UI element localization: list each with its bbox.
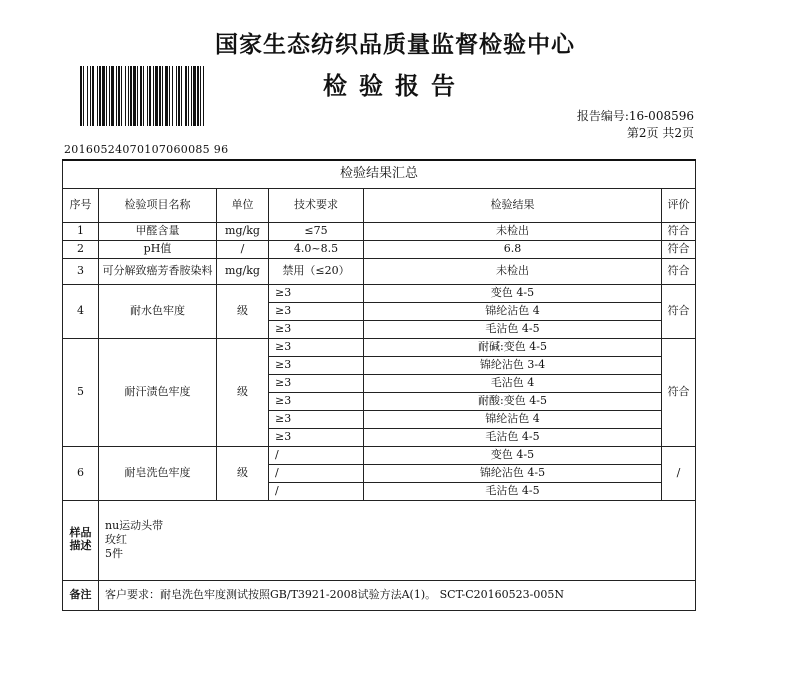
document-title: 检验报告	[323, 72, 467, 100]
item-result: 耐酸:变色 4-5	[364, 392, 662, 410]
item-result: 锦纶沾色 3-4	[364, 356, 662, 374]
table-row	[63, 258, 696, 284]
item-unit: /	[217, 240, 269, 258]
item-number: 6	[63, 446, 99, 500]
barcode-bar	[203, 66, 204, 126]
sample-label-line: 样品	[69, 526, 92, 540]
sample-color: 玫红	[105, 532, 127, 546]
sample-label-line: 描述	[69, 539, 92, 552]
item-result: 锦纶沾色 4	[364, 302, 662, 320]
barcode-bar	[118, 66, 120, 126]
remarks-label: 备注	[63, 580, 99, 610]
item-result: 毛沾色 4-5	[364, 428, 662, 446]
item-result: 6.8	[364, 240, 662, 258]
item-requirement: ≥3	[269, 392, 364, 410]
section-title: 检验结果汇总	[63, 160, 696, 188]
barcode-bar	[155, 66, 158, 126]
column-header: 评价	[662, 188, 696, 222]
barcode-bar	[102, 66, 105, 126]
table-row	[63, 284, 696, 302]
barcode-bar	[90, 66, 91, 126]
item-result: 未检出	[364, 222, 662, 240]
item-name: 耐水色牢度	[99, 284, 217, 338]
barcode-bar	[153, 66, 154, 126]
barcode-bar	[162, 66, 163, 126]
page-indicator: 第2页 共2页	[626, 126, 694, 140]
sample-description-row	[63, 500, 696, 580]
sample-quantity: 5件	[105, 547, 123, 561]
barcode-bar	[83, 66, 84, 126]
item-unit: 级	[217, 338, 269, 446]
barcode-bar	[181, 66, 182, 126]
item-result: 毛沾色 4-5	[364, 482, 662, 500]
item-requirement: ≥3	[269, 284, 364, 302]
item-unit: 级	[217, 284, 269, 338]
item-result: 未检出	[364, 258, 662, 284]
item-requirement: ≥3	[269, 374, 364, 392]
barcode-bar	[178, 66, 180, 126]
sample-name: nu运动头带	[105, 518, 164, 532]
item-result: 锦纶沾色 4-5	[364, 464, 662, 482]
column-header: 检验项目名称	[99, 188, 217, 222]
barcode-bar	[165, 66, 168, 126]
barcode-bar	[188, 66, 189, 126]
barcode-bar	[97, 66, 98, 126]
column-header: 单位	[217, 188, 269, 222]
remarks-text: 客户要求：耐皂洗色牢度测试按照GB/T3921-2008试验方法A(1)。 SCT-C20160523-005N	[99, 580, 696, 610]
item-number: 4	[63, 284, 99, 338]
item-requirement: ≥3	[269, 320, 364, 338]
results-table	[62, 159, 696, 611]
item-requirement: ≥3	[269, 356, 364, 374]
barcode-bar	[133, 66, 136, 126]
item-requirement: ≥3	[269, 302, 364, 320]
item-requirement: /	[269, 446, 364, 464]
item-evaluation: 符合	[662, 284, 696, 338]
item-requirement: ≥3	[269, 428, 364, 446]
barcode-bar	[185, 66, 187, 126]
barcode-bar	[147, 66, 148, 126]
barcode-bar	[159, 66, 161, 126]
item-name: 耐汗渍色牢度	[99, 338, 217, 446]
report-number: 报告编号:16-008596	[576, 109, 694, 123]
barcode-bar	[176, 66, 177, 126]
barcode-bar	[172, 66, 173, 126]
item-name: 耐皂洗色牢度	[99, 446, 217, 500]
item-number: 5	[63, 338, 99, 446]
organization-title: 国家生态纺织品质量监督检验中心	[215, 32, 575, 58]
item-result: 毛沾色 4	[364, 374, 662, 392]
barcode-bar	[130, 66, 132, 126]
column-header: 序号	[63, 188, 99, 222]
item-result: 变色 4-5	[364, 446, 662, 464]
barcode-bar	[121, 66, 122, 126]
item-requirement: ≥3	[269, 410, 364, 428]
barcode-bar	[111, 66, 114, 126]
sample-label	[63, 500, 99, 580]
barcode-bar	[200, 66, 201, 126]
item-requirement: /	[269, 464, 364, 482]
table-row	[63, 338, 696, 356]
barcode-bar	[116, 66, 117, 126]
item-unit: mg/kg	[217, 258, 269, 284]
column-header: 技术要求	[269, 188, 364, 222]
serial-number: 20160524070107060085 96	[64, 143, 229, 156]
barcode-bar	[193, 66, 196, 126]
item-result: 毛沾色 4-5	[364, 320, 662, 338]
item-result: 锦纶沾色 4	[364, 410, 662, 428]
barcode-bar	[109, 66, 110, 126]
column-header-row	[63, 188, 696, 222]
item-unit: mg/kg	[217, 222, 269, 240]
item-name: 甲醛含量	[99, 222, 217, 240]
item-name: pH值	[99, 240, 217, 258]
item-requirement: 4.0~8.5	[269, 240, 364, 258]
item-result: 耐碱:变色 4-5	[364, 338, 662, 356]
barcode-bar	[191, 66, 192, 126]
table-row	[63, 222, 696, 240]
item-evaluation: 符合	[662, 338, 696, 446]
item-requirement: /	[269, 482, 364, 500]
barcode-bar	[87, 66, 88, 126]
item-evaluation: 符合	[662, 222, 696, 240]
barcode-graphic	[80, 66, 204, 126]
barcode-bar	[92, 66, 94, 126]
barcode-bar	[197, 66, 199, 126]
barcode-bar	[149, 66, 151, 126]
table-row	[63, 240, 696, 258]
item-requirement: ≥3	[269, 338, 364, 356]
column-header: 检验结果	[364, 188, 662, 222]
barcode-bar	[106, 66, 107, 126]
barcode-bar	[80, 66, 82, 126]
item-number: 1	[63, 222, 99, 240]
item-number: 3	[63, 258, 99, 284]
table-row	[63, 446, 696, 464]
item-requirement: 禁用（≤20）	[269, 258, 364, 284]
item-name: 可分解致癌芳香胺染料	[99, 258, 217, 284]
barcode-bar	[99, 66, 101, 126]
remarks-row	[63, 580, 696, 610]
item-requirement: ≤75	[269, 222, 364, 240]
item-evaluation: 符合	[662, 240, 696, 258]
barcode-bar	[125, 66, 126, 126]
item-evaluation: 符合	[662, 258, 696, 284]
barcode-bar	[137, 66, 138, 126]
item-number: 2	[63, 240, 99, 258]
barcode-bar	[143, 66, 144, 126]
item-result: 变色 4-5	[364, 284, 662, 302]
barcode-bar	[169, 66, 170, 126]
barcode-bar	[128, 66, 129, 126]
item-unit: 级	[217, 446, 269, 500]
sample-description	[99, 500, 696, 580]
barcode-bar	[140, 66, 142, 126]
item-evaluation: /	[662, 446, 696, 500]
